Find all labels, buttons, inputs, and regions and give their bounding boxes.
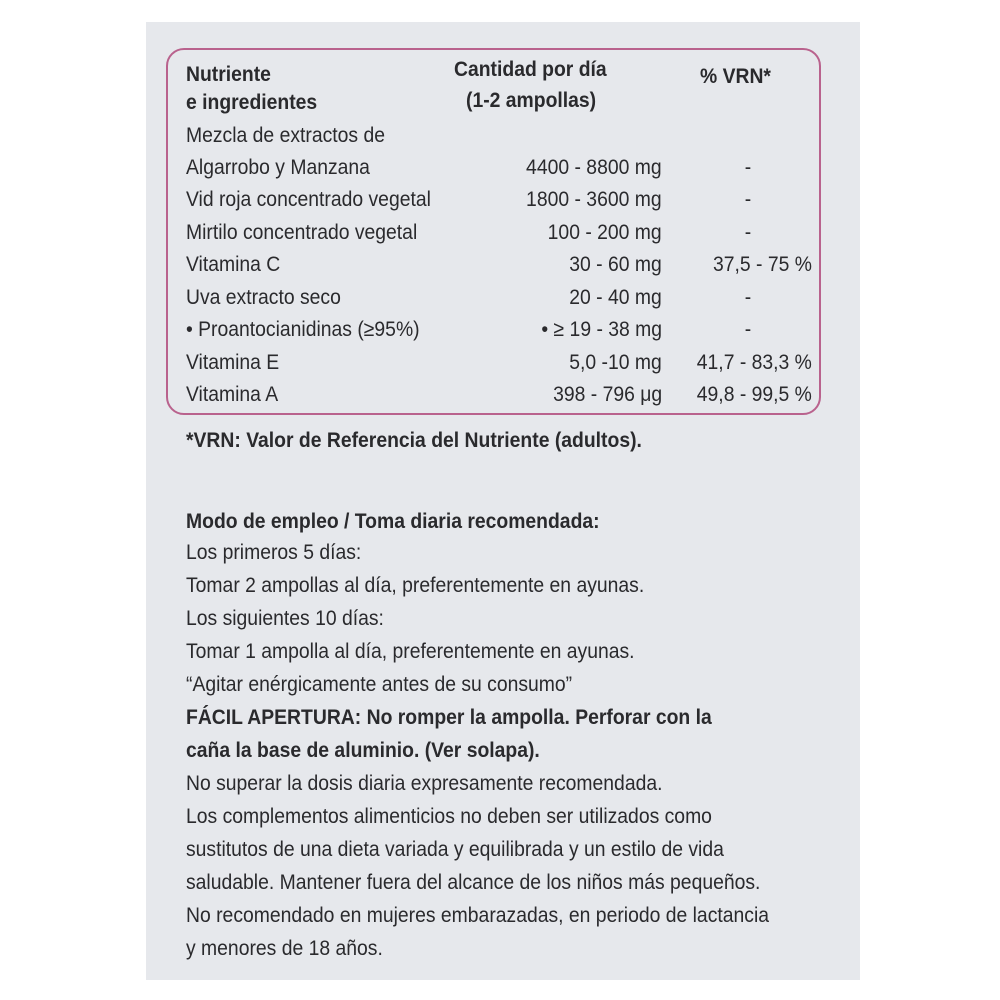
row-vrn: - <box>744 220 751 244</box>
warning-line: No superar la dosis diaria expresamente recomendada. <box>186 771 663 795</box>
usage-line: “Agitar enérgicamente antes de su consumo” <box>186 672 573 696</box>
row-vrn: 37,5 - 75 % <box>713 252 812 276</box>
row-vrn: 41,7 - 83,3 % <box>696 350 812 374</box>
header-vrn: % VRN* <box>700 64 771 88</box>
warning-line: y menores de 18 años. <box>186 936 383 960</box>
row-quantity: 20 - 40 mg <box>569 285 662 309</box>
row-vrn: - <box>744 285 751 309</box>
row-quantity: 5,0 -10 mg <box>569 350 662 374</box>
row-quantity: 398 - 796 μg <box>552 382 662 406</box>
header-nutrient-line2: e ingredientes <box>186 90 318 114</box>
row-name: Mezcla de extractos de <box>186 123 385 147</box>
row-vrn: 49,8 - 99,5 % <box>696 382 812 406</box>
row-name: Vid roja concentrado vegetal <box>186 187 431 211</box>
easy-open-line1: FÁCIL APERTURA: No romper la ampolla. Perforar con la <box>186 705 712 729</box>
row-name: Uva extracto seco <box>186 285 341 309</box>
header-quantity-line2: (1-2 ampollas) <box>466 88 597 112</box>
usage-line: Tomar 2 ampollas al día, preferentemente en ayunas. <box>186 573 645 597</box>
usage-line: Tomar 1 ampolla al día, preferentemente en ayunas. <box>186 639 635 663</box>
row-quantity: 30 - 60 mg <box>569 252 662 276</box>
row-vrn: - <box>744 187 751 211</box>
row-name: Vitamina A <box>186 382 279 406</box>
warning-line: Los complementos alimenticios no deben ser utilizados como <box>186 804 712 828</box>
row-quantity: • ≥ 19 - 38 mg <box>541 317 662 341</box>
usage-title: Modo de empleo / Toma diaria recomendada: <box>186 509 600 533</box>
row-name: Mirtilo concentrado vegetal <box>186 220 418 244</box>
row-quantity: 4400 - 8800 mg <box>526 155 662 179</box>
usage-line: Los primeros 5 días: <box>186 540 362 564</box>
row-vrn: - <box>744 317 751 341</box>
row-quantity: 100 - 200 mg <box>547 220 662 244</box>
row-name: Vitamina E <box>186 350 280 374</box>
warning-line: saludable. Mantener fuera del alcance de los niños más pequeños. <box>186 870 761 894</box>
warning-line: sustitutos de una dieta variada y equilibrada y un estilo de vida <box>186 837 724 861</box>
row-vrn: - <box>744 155 751 179</box>
header-quantity-line1: Cantidad por día <box>454 57 607 81</box>
row-name: • Proantocianidinas (≥95%) <box>186 317 420 341</box>
vrn-footnote: *VRN: Valor de Referencia del Nutriente (adultos). <box>186 428 642 452</box>
row-name: Algarrobo y Manzana <box>186 155 370 179</box>
usage-line: Los siguientes 10 días: <box>186 606 384 630</box>
header-nutrient-line1: Nutriente <box>186 62 271 86</box>
row-quantity: 1800 - 3600 mg <box>526 187 662 211</box>
easy-open-line2: caña la base de aluminio. (Ver solapa). <box>186 738 540 762</box>
warning-line: No recomendado en mujeres embarazadas, en periodo de lactancia <box>186 903 770 927</box>
row-name: Vitamina C <box>186 252 281 276</box>
